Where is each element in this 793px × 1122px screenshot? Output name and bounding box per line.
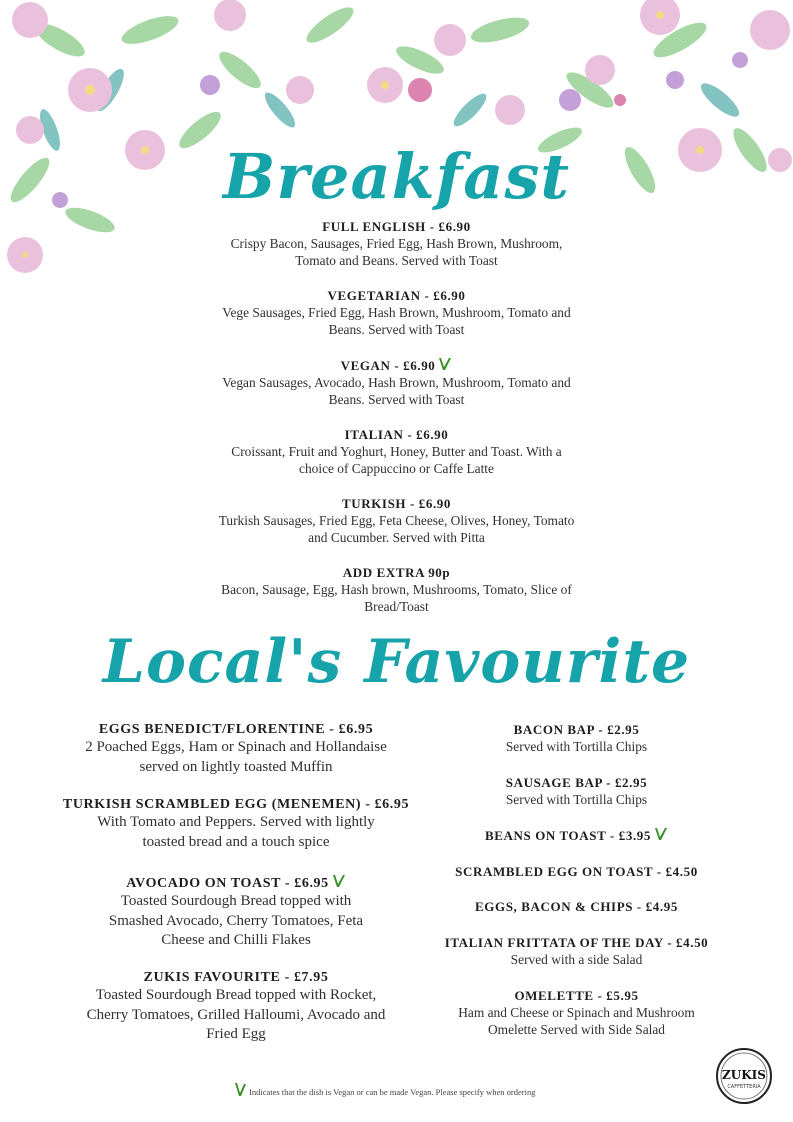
menu-item-description: Smashed Avocado, Cherry Tomatoes, Feta <box>108 912 364 929</box>
menu-item-description: Fried Egg <box>206 1026 266 1042</box>
menu-item <box>150 565 643 615</box>
menu-item-description: Turkish Sausages, Fried Egg, Feta Cheese, Olives, Honey, Tomato <box>218 513 575 528</box>
menu-item-description: Vege Sausages, Fried Egg, Hash Brown, Mushroom, Tomato and <box>222 305 571 320</box>
menu-item-description: Omelette Served with Side Salad <box>487 1022 665 1037</box>
menu-item-description: Bacon, Sausage, Egg, Hash brown, Mushrooms, Tomato, Slice of <box>221 582 572 597</box>
menu-item-description: Cheese and Chilli Flakes <box>161 932 311 948</box>
menu-item-description: toasted bread and a touch spice <box>142 833 330 850</box>
menu-item <box>50 970 422 1045</box>
menu-item-name: VEGAN - £6.90 <box>150 357 643 374</box>
menu-item <box>425 722 728 755</box>
menu-item-name: ZUKIS FAVOURITE - £7.95 <box>143 970 329 985</box>
menu-item-description: Crispy Bacon, Sausages, Fried Egg, Hash Brown, Mushroom, <box>230 236 563 251</box>
menu-item <box>425 988 728 1038</box>
vegan-leaf-icon <box>233 1082 247 1098</box>
menu-item-name: AVOCADO ON TOAST - £6.95 <box>50 874 422 892</box>
menu-item <box>425 864 728 880</box>
menu-item <box>50 874 422 951</box>
menu-item-name: BACON BAP - £2.95 <box>513 722 640 737</box>
menu-item <box>150 219 643 269</box>
menu-item-description: Vegan Sausages, Avocado, Hash Brown, Mushroom, Tomato and <box>222 375 571 390</box>
svg-text:CAFFETTERIA: CAFFETTERIA <box>727 1084 761 1090</box>
menu-item-name: TURKISH SCRAMBLED EGG (MENEMEN) - £6.95 <box>62 797 410 812</box>
vegan-leaf-icon <box>654 827 668 841</box>
zukis-logo <box>715 1047 773 1105</box>
svg-text:ZUKIS: ZUKIS <box>722 1068 766 1082</box>
menu-item-name: TURKISH - £6.90 <box>341 496 452 511</box>
menu-item-name: ITALIAN FRITTATA OF THE DAY - £4.50 <box>444 935 709 950</box>
menu-item-description: With Tomato and Peppers. Served with lightly <box>97 814 375 830</box>
menu-item-name: ITALIAN - £6.90 <box>344 427 449 442</box>
menu-item-description: Toasted Sourdough Bread topped with <box>120 893 352 909</box>
menu-item-name: VEGETARIAN - £6.90 <box>327 288 466 303</box>
menu-item-name: ADD EXTRA 90p <box>342 565 451 580</box>
menu-item <box>425 827 728 844</box>
menu-item-description: and Cucumber. Served with Pitta <box>308 530 485 545</box>
menu-item-description: Toasted Sourdough Bread topped with Rocket, <box>95 987 377 1003</box>
menu-item-description: served on lightly toasted Muffin <box>139 758 333 775</box>
menu-item <box>150 427 643 477</box>
menu-item-description: choice of Cappuccino or Caffe Latte <box>299 461 494 476</box>
menu-item-name: FULL ENGLISH - £6.90 <box>322 219 471 234</box>
menu-item-description: Served with Tortilla Chips <box>505 792 648 807</box>
menu-item-name: EGGS, BACON & CHIPS - £4.95 <box>475 899 678 914</box>
menu-item-description: Served with Tortilla Chips <box>505 739 648 754</box>
footnote-text: Indicates that the dish is Vegan or can be made Vegan. Please specify when ordering <box>249 1087 536 1097</box>
locals-favourite-title: Local's Favourite <box>102 627 691 697</box>
vegan-footnote <box>230 1082 535 1098</box>
menu-item-name: SAUSAGE BAP - £2.95 <box>505 775 648 790</box>
menu-item-description: 2 Poached Eggs, Ham or Spinach and Hollandaise <box>85 739 387 755</box>
menu-item <box>150 288 643 338</box>
vegan-leaf-icon <box>438 357 452 371</box>
vegan-leaf-icon <box>332 874 346 888</box>
menu-item <box>425 899 728 915</box>
menu-item <box>425 935 728 968</box>
menu-item-description: Served with a side Salad <box>510 952 643 967</box>
menu-item <box>150 357 643 408</box>
menu-item-name: SCRAMBLED EGG ON TOAST - £4.50 <box>455 864 698 879</box>
menu-item-description: Cherry Tomatoes, Grilled Halloumi, Avocado and <box>86 1006 386 1023</box>
menu-item-name: OMELETTE - £5.95 <box>514 988 639 1003</box>
menu-item-description: Bread/Toast <box>364 599 429 614</box>
menu-item-description: Beans. Served with Toast <box>328 392 465 407</box>
menu-item-description: Tomato and Beans. Served with Toast <box>295 253 498 268</box>
menu-item <box>50 797 422 852</box>
menu-item <box>425 775 728 808</box>
menu-item-description: Ham and Cheese or Spinach and Mushroom <box>458 1005 695 1020</box>
menu-item <box>150 496 643 546</box>
menu-item <box>50 722 422 777</box>
menu-item-description: Croissant, Fruit and Yoghurt, Honey, Butter and Toast. With a <box>231 444 562 459</box>
menu-item-name: EGGS BENEDICT/FLORENTINE - £6.95 <box>98 722 374 737</box>
menu-item-description: Beans. Served with Toast <box>328 322 465 337</box>
menu-item-name: BEANS ON TOAST - £3.95 <box>425 827 728 844</box>
breakfast-title: Breakfast <box>222 140 571 213</box>
